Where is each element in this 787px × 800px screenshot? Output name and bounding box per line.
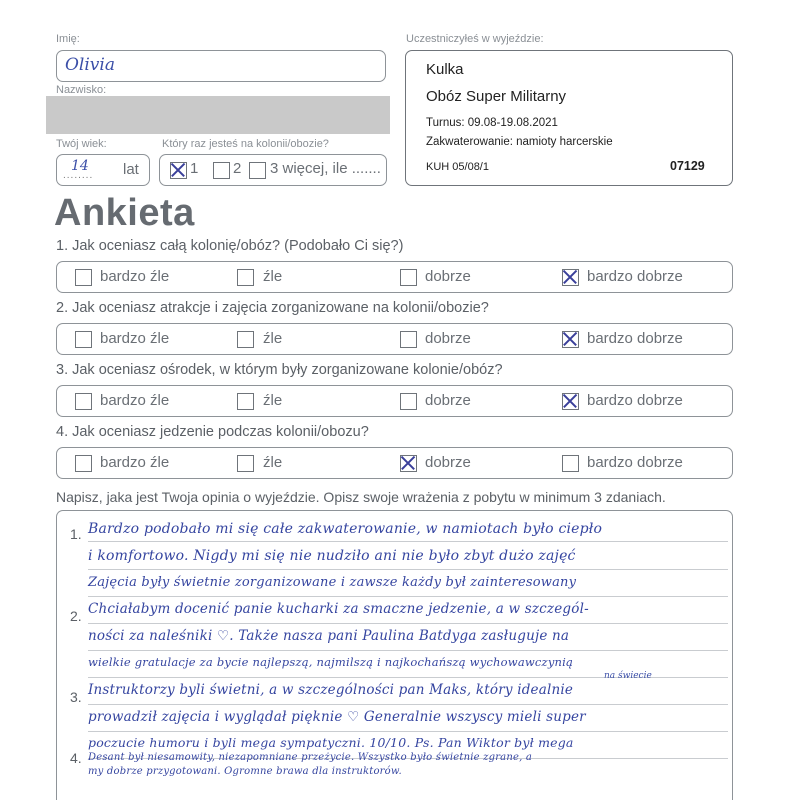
question-4: 4. Jak oceniasz jedzenie podczas kolonii/obozu? <box>56 424 369 440</box>
answer-row-4 <box>56 447 733 479</box>
question-3: 3. Jak oceniasz ośrodek, w którym były zorganizowane kolonie/obóz? <box>56 362 503 378</box>
q1-checkbox-zle[interactable] <box>237 269 254 286</box>
item-number-1: 1. <box>70 526 82 542</box>
q1-checkbox-dobrze[interactable] <box>400 269 417 286</box>
trip-camp: Obóz Super Militarny <box>426 88 567 105</box>
q4-label-bardzo-zle: bardzo źle <box>100 454 170 471</box>
handwriting-line: poczucie humoru i byli mega sympatyczni. 10/10. Ps. Pan Wiktor był mega <box>88 735 574 750</box>
handwriting-line: wielkie gratulacje za bycie najlepszą, najmilszą i najkochańszą wychowawczynią <box>88 655 574 669</box>
times-option-2: 2 <box>233 160 242 177</box>
q3-label-bardzo-dobrze: bardzo dobrze <box>587 392 683 409</box>
surname-redacted <box>46 96 390 134</box>
question-2: 2. Jak oceniasz atrakcje i zajęcia zorganizowane na kolonii/obozie? <box>56 300 489 316</box>
age-label: Twój wiek: <box>56 138 107 150</box>
handwriting-superscript: na świecie <box>604 671 652 681</box>
q2-label-zle: źle <box>263 330 283 347</box>
age-unit: lat <box>123 161 139 178</box>
answer-row-3 <box>56 385 733 417</box>
ruled-line <box>88 541 728 542</box>
opinion-prompt: Napisz, jaka jest Twoja opinia o wyjeździe. Opisz swoje wrażenia z pobytu w minimum 3 zdaniach. <box>56 489 666 505</box>
q3-label-dobrze: dobrze <box>425 392 471 409</box>
q1-checkbox-bardzo-dobrze[interactable] <box>562 269 579 286</box>
q4-label-bardzo-dobrze: bardzo dobrze <box>587 454 683 471</box>
times-checkbox-1[interactable] <box>170 162 187 179</box>
handwriting-line: prowadził zajęcia i wyglądał pięknie ♡ Generalnie wszyscy mieli super <box>88 709 586 725</box>
q4-label-zle: źle <box>263 454 283 471</box>
handwriting-line: Desant był niesamowity, niezapomniane przeżycie. Wszystko było świetnie zgrane, a <box>88 752 533 763</box>
trip-lodging: Zakwaterowanie: namioty harcerskie <box>426 136 613 148</box>
trip-turnus: Turnus: 09.08-19.08.2021 <box>426 117 558 129</box>
q2-checkbox-bardzo-dobrze[interactable] <box>562 331 579 348</box>
trip-info-box <box>405 50 733 186</box>
answer-row-1 <box>56 261 733 293</box>
trip-number: 07129 <box>670 159 705 173</box>
ruled-line <box>88 731 728 732</box>
ruled-line <box>88 650 728 651</box>
handwriting-line: Zajęcia były świetnie zorganizowane i zawsze każdy był zainteresowany <box>88 575 577 590</box>
trip-label: Uczestniczyłeś w wyjeździe: <box>406 33 544 45</box>
name-field[interactable] <box>56 50 386 82</box>
handwriting-line: Bardzo podobało mi się całe zakwaterowanie, w namiotach było ciepło <box>88 521 603 537</box>
ruled-line <box>88 623 728 624</box>
age-dots: ........ <box>63 170 94 181</box>
times-option-1: 1 <box>190 160 199 177</box>
times-option-3: 3 więcej, ile ....... <box>270 160 381 177</box>
times-label: Który raz jesteś na kolonii/obozie? <box>162 138 329 150</box>
item-number-3: 3. <box>70 689 82 705</box>
q1-label-bardzo-zle: bardzo źle <box>100 268 170 285</box>
age-value: 14 <box>71 158 89 174</box>
trip-code: KUH 05/08/1 <box>426 161 489 173</box>
q2-label-bardzo-dobrze: bardzo dobrze <box>587 330 683 347</box>
ruled-line <box>88 596 728 597</box>
q3-checkbox-dobrze[interactable] <box>400 393 417 410</box>
age-field[interactable] <box>56 154 150 186</box>
item-number-4: 4. <box>70 750 82 766</box>
name-value: Olivia <box>65 55 115 75</box>
q3-label-zle: źle <box>263 392 283 409</box>
q2-checkbox-dobrze[interactable] <box>400 331 417 348</box>
q4-label-dobrze: dobrze <box>425 454 471 471</box>
q2-checkbox-bardzo-zle[interactable] <box>75 331 92 348</box>
handwriting-line: Chciałabym docenić panie kucharki za smaczne jedzenie, a w szczegól- <box>88 601 589 617</box>
q4-checkbox-bardzo-zle[interactable] <box>75 455 92 472</box>
q3-checkbox-zle[interactable] <box>237 393 254 410</box>
handwriting-line: my dobrze przygotowani. Ogromne brawa dla instruktorów. <box>88 766 402 777</box>
handwriting-line: Instruktorzy byli świetni, a w szczególności pan Maks, który idealnie <box>88 682 574 698</box>
q2-label-bardzo-zle: bardzo źle <box>100 330 170 347</box>
q4-checkbox-zle[interactable] <box>237 455 254 472</box>
ruled-line <box>88 704 728 705</box>
handwriting-line: i komfortowo. Nigdy mi się nie nudziło ani nie było zbyt dużo zajęć <box>88 548 576 564</box>
q1-checkbox-bardzo-zle[interactable] <box>75 269 92 286</box>
q3-label-bardzo-zle: bardzo źle <box>100 392 170 409</box>
trip-org: Kulka <box>426 61 464 78</box>
item-number-2: 2. <box>70 608 82 624</box>
name-label: Imię: <box>56 33 80 45</box>
q1-label-dobrze: dobrze <box>425 268 471 285</box>
q1-label-bardzo-dobrze: bardzo dobrze <box>587 268 683 285</box>
times-checkbox-3[interactable] <box>249 162 266 179</box>
q3-checkbox-bardzo-dobrze[interactable] <box>562 393 579 410</box>
times-checkbox-2[interactable] <box>213 162 230 179</box>
q4-checkbox-dobrze[interactable] <box>400 455 417 472</box>
ruled-line <box>88 569 728 570</box>
answer-row-2 <box>56 323 733 355</box>
q2-label-dobrze: dobrze <box>425 330 471 347</box>
times-field <box>159 154 387 186</box>
q1-label-zle: źle <box>263 268 283 285</box>
q3-checkbox-bardzo-zle[interactable] <box>75 393 92 410</box>
handwriting-line: ności za naleśniki ♡. Także nasza pani Paulina Batdyga zasługuje na <box>88 628 570 644</box>
q4-checkbox-bardzo-dobrze[interactable] <box>562 455 579 472</box>
surname-label: Nazwisko: <box>56 84 107 96</box>
question-1: 1. Jak oceniasz całą kolonię/obóz? (Podobało Ci się?) <box>56 238 404 254</box>
survey-title: Ankieta <box>54 192 195 234</box>
q2-checkbox-zle[interactable] <box>237 331 254 348</box>
